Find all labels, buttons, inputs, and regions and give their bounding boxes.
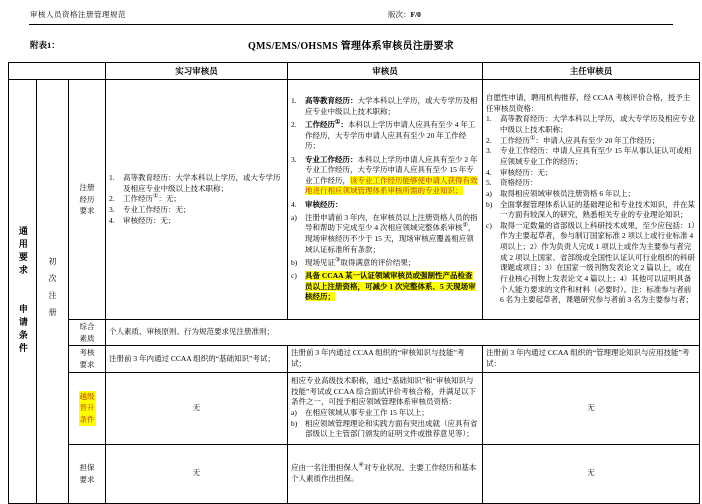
cell-guarantee-lead (483, 444, 700, 503)
text-line: a) 取得相应领域审核员注册资格 6 年以上； (486, 188, 636, 198)
text-line: 4. 审核经历： (291, 199, 343, 209)
text-line: 2. 工作经历①：本科以上学历申请人应具有至少 4 年工作经历，大专学历申请人应具有至少 20 年工作经历； (291, 119, 476, 151)
text-line: 3. 专业工作经历：无； (109, 204, 191, 214)
text-line: 4. 审核经历：无； (486, 167, 553, 177)
side-label-general-requirements (9, 80, 37, 504)
row-label-guarantee-requirement: 担保要求 (69, 444, 106, 503)
side-label-initial-registration (37, 80, 69, 504)
version-value: F/0 (410, 10, 421, 19)
text-line: 1. 高等教育经历：大学本科以上学历，或大专学历及相应专业中级以上技术职称； (291, 96, 478, 116)
text-line: 无 (587, 402, 595, 412)
text-line: 无 (192, 468, 201, 478)
text-line: c) 取得一定数量的省部级以上科研技术成果，至少应包括：1）作为主要起草者，参与制订国家标准 2 项以上或行业标准 4 项以上；2）作为负责人完成 1 项以上或作为主要参与者完成 2 项以上国家、省部级或全国性认证认可行业组织的科研课题或项目；3）在国家一级刊物发表论文 2 篇以上，或在行业核心刊物上发表论文 4 篇以上；4）其他可以证明具备个人能力要求的文件和材料（必要时）。注：标准参与者前 6 名为主要起草者，课题研究参与者前 3 名为主要参与者； (486, 220, 696, 305)
cell-skip-level-lead (483, 372, 700, 444)
cell-skip-level-intern (106, 372, 288, 444)
version-label: 版次： (388, 10, 411, 19)
text-line: 2. 工作经历①：申请人应具有至少 20 年工作经历； (486, 135, 660, 145)
row-label-skip-level-promotion: 越级晋升条件 (69, 372, 106, 444)
text-line: 1. 高等教育经历：大学本科以上学历，或大专学历及相应专业中级以上技术职称； (109, 172, 281, 193)
cell-overall-quality-all (106, 320, 700, 346)
cell-exam-lead (483, 346, 700, 372)
text-line: 2. 工作经历①：无； (109, 193, 181, 204)
text-line: 3. 专业工作经历：申请人应具有至少 15 年从事认证认可或相应领域专业工作的经历； (486, 146, 692, 166)
cell-guarantee-intern (106, 444, 288, 503)
text-line: 自愿性申请，聘用机构推荐，经 CCAA 考核评价合格，授予主任审核员资格： (486, 93, 691, 113)
text-line: 注册前 3 年内通过 CCAA 组织的“审核知识与技能”考试； (291, 348, 465, 368)
version-info (388, 9, 421, 20)
cell-skip-level-auditor (288, 372, 483, 444)
cell-registration-experience-intern (106, 80, 288, 320)
row-label-overall-quality: 综合素质 (69, 320, 106, 346)
text-line: 无 (192, 402, 201, 412)
cell-exam-auditor (288, 346, 483, 372)
row-label-exam-requirement: 考核要求 (69, 346, 106, 372)
table-label: 附表1： (30, 40, 60, 50)
cell-exam-intern (106, 346, 288, 372)
text-line: 注册前 3 年内通过 CCAA 组织的“管理理论知识与应用技能”考试： (486, 348, 690, 368)
text-line: 1. 高等教育经历：大学本科以上学历，或大专学历及相应专业中级以上技术职称； (486, 114, 696, 135)
text-line: b) 现场见证③取得满意的评价结果； (291, 257, 416, 267)
text-line: 4. 审核经历：无； (109, 215, 176, 225)
text-line: 无 (587, 468, 595, 478)
cell-registration-experience-lead (483, 80, 700, 320)
text-line: 5. 资格经历： (486, 178, 538, 188)
text-line: b) 相应领域管理理论和实践方面有突出成就（应具有省部级以上主管部门颁发的证明文件或推荐意见等）； (291, 418, 478, 439)
text-line: c) 具备 CCAA 某一认证领域审核员或强制性产品检查员以上注册资格，可减少 1 次完整体系、5 天现场审核经历； (291, 270, 476, 302)
text-line: 注册前 3 年内通过 CCAA 组织的“基础知识”考试； (109, 353, 275, 363)
text-line: a) 在相应领域从事专业工作 15 年以上； (291, 408, 429, 418)
col-header-auditor: 审核员 (288, 63, 483, 80)
document-name-header: 审核人员资格注册管理规范 (30, 10, 126, 19)
cell-guarantee-auditor (288, 444, 483, 503)
side-label-apply-conditions: 申请条件 (17, 304, 28, 357)
table-title: QMS/EMS/OHSMS 管理体系审核员注册要求 (247, 41, 455, 52)
registration-requirements-table (8, 62, 700, 504)
side-label-general: 通用要求 (17, 226, 28, 279)
cell-registration-experience-auditor (288, 80, 483, 320)
text-line: 应由一名注册担保人④对专业状况、主要工作经历和基本个人素质作出担保。 (291, 462, 477, 483)
text-line: a) 注册申请前 3 年内，在审核员以上注册资格人员的指导和帮助下完成至少 4 次相应领域完整体系审核②，现场审核经历不少于 15 天，现场审核应覆盖相应领域认证标准所有条款； (291, 212, 478, 254)
text-line: 相应专业高级技术职称，通过“基础知识”和“审核知识与技能”考试或 CCAA 综合面试评价考核合格，并满足以下条件之一，可授予相应领域管理体系审核员资格： (291, 376, 477, 407)
col-header-lead-auditor: 主任审核员 (483, 63, 700, 80)
corner-empty-cell (9, 63, 106, 80)
text-line: b) 全面掌握管理体系认证的基础理论和专业技术知识，并在某一方面有较深入的研究，熟悉相关专业的专业理论知识； (486, 199, 696, 220)
text-line: 个人素质、审核原则、行为规范要求见注册准则； (109, 327, 275, 337)
header-divider (29, 24, 673, 25)
text-line: 3. 专业工作经历：本科以上学历申请人应具有至少 2 年专业工作经历，大专学历申请人应具有至少 15 年专业工作经历，该专业工作经历能够使申请人获得有效地进行相应领域管理体系审核所需的专业知识； (291, 154, 478, 196)
row-label-registration-experience: 注册经历要求 (69, 80, 106, 320)
side-label-stage: 初次注册 (48, 257, 58, 326)
col-header-intern-auditor: 实习审核员 (106, 63, 288, 80)
